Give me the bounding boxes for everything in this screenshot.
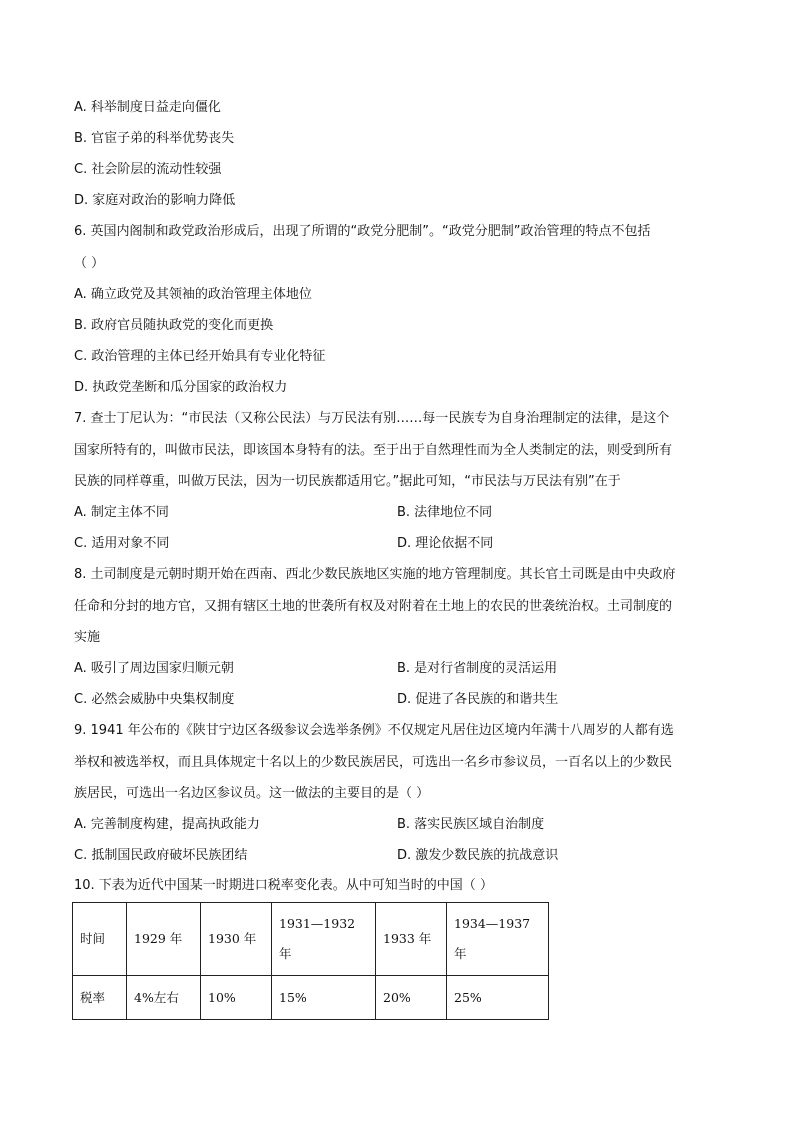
q6-stem-line-1: 6. 英国内阁制和政党政治形成后，出现了所谓的“政党分肥制”。“政党分肥制”政治管理的特点不包括 bbox=[74, 224, 651, 239]
q9-option-b: B. 落实民族区域自治制度 bbox=[397, 817, 545, 832]
q9-stem-line-3: 族居民，可选出一名边区参议员。这一做法的主要目的是（ ） bbox=[74, 786, 430, 801]
q7-stem-line-1: 7. 查士丁尼认为：“市民法（又称公民法）与万民法有别……每一民族专为自身治理制定的法律，是这个 bbox=[74, 411, 670, 426]
table-cell: 10% bbox=[201, 976, 272, 1020]
q7-stem-line-2: 国家所特有的，叫做市民法，即该国本身特有的法。至于出于自然理性而为全人类制定的法，则受到所有 bbox=[74, 443, 673, 458]
q7-option-b: B. 法律地位不同 bbox=[397, 505, 493, 520]
q8-stem-line-2: 任命和分封的地方官，又拥有辖区土地的世袭所有权及对附着在土地上的农民的世袭统治权。土司制度的 bbox=[74, 599, 673, 614]
table-cell: 25% bbox=[447, 976, 549, 1020]
q7-option-d: D. 理论依据不同 bbox=[397, 536, 494, 551]
q8-option-a: A. 吸引了周边国家归顺元朝 bbox=[74, 661, 234, 676]
q5-option-b: B. 官宦子弟的科举优势丧失 bbox=[74, 131, 235, 146]
table-cell: 时间 bbox=[73, 903, 127, 976]
q9-option-c: C. 抵制国民政府破坏民族团结 bbox=[74, 848, 248, 863]
q6-option-b: B. 政府官员随执政党的变化而更换 bbox=[74, 318, 274, 333]
table-cell: 1930 年 bbox=[201, 903, 272, 976]
q9-stem-line-1: 9. 1941 年公布的《陕甘宁边区各级参议会选举条例》不仅规定凡居住边区境内年满十八周岁的人都有选 bbox=[74, 723, 674, 738]
table-cell: 1929 年 bbox=[127, 903, 201, 976]
table-row bbox=[73, 976, 549, 1020]
q6-option-a: A. 确立政党及其领袖的政治管理主体地位 bbox=[74, 287, 312, 302]
q9-option-a: A. 完善制度构建，提高执政能力 bbox=[74, 817, 260, 832]
q5-option-d: D. 家庭对政治的影响力降低 bbox=[74, 193, 236, 208]
table-cell: 1934—1937 年 bbox=[447, 903, 549, 976]
q8-stem-line-1: 8. 土司制度是元朝时期开始在西南、西北少数民族地区实施的地方管理制度。其长官土司既是由中央政府 bbox=[74, 567, 676, 582]
q5-option-a: A. 科举制度日益走向僵化 bbox=[74, 100, 221, 115]
table-cell: 1933 年 bbox=[376, 903, 447, 976]
q6-stem-line-2: （ ） bbox=[74, 256, 105, 271]
q6-option-d: D. 执政党垄断和瓜分国家的政治权力 bbox=[74, 380, 288, 395]
q7-option-c: C. 适用对象不同 bbox=[74, 536, 170, 551]
q8-option-c: C. 必然会威胁中央集权制度 bbox=[74, 692, 235, 707]
table-cell: 税率 bbox=[73, 976, 127, 1020]
q8-option-b: B. 是对行省制度的灵活运用 bbox=[397, 661, 558, 676]
q10-stem: 10. 下表为近代中国某一时期进口税率变化表。从中可知当时的中国（ ） bbox=[74, 878, 493, 893]
table-cell: 20% bbox=[376, 976, 447, 1020]
q5-option-c: C. 社会阶层的流动性较强 bbox=[74, 162, 222, 177]
table-cell: 4%左右 bbox=[127, 976, 201, 1020]
q9-option-d: D. 激发少数民族的抗战意识 bbox=[397, 848, 559, 863]
table-cell: 1931—1932 年 bbox=[272, 903, 376, 976]
table-cell: 15% bbox=[272, 976, 376, 1020]
q9-stem-line-2: 举权和被选举权，而且具体规定十名以上的少数民族居民，可选出一名乡市参议员，一百名以上的少数民 bbox=[74, 755, 673, 770]
q7-stem-line-3: 民族的同样尊重，叫做万民法，因为一切民族都适用它。”据此可知，“市民法与万民法有别”在于 bbox=[74, 474, 621, 489]
table-header-row bbox=[73, 903, 549, 976]
q7-option-a: A. 制定主体不同 bbox=[74, 505, 169, 520]
import-tax-rate-table bbox=[72, 902, 549, 1020]
q8-stem-line-3: 实施 bbox=[74, 630, 101, 645]
q8-option-d: D. 促进了各民族的和谐共生 bbox=[397, 692, 559, 707]
q6-option-c: C. 政治管理的主体已经开始具有专业化特征 bbox=[74, 349, 326, 364]
